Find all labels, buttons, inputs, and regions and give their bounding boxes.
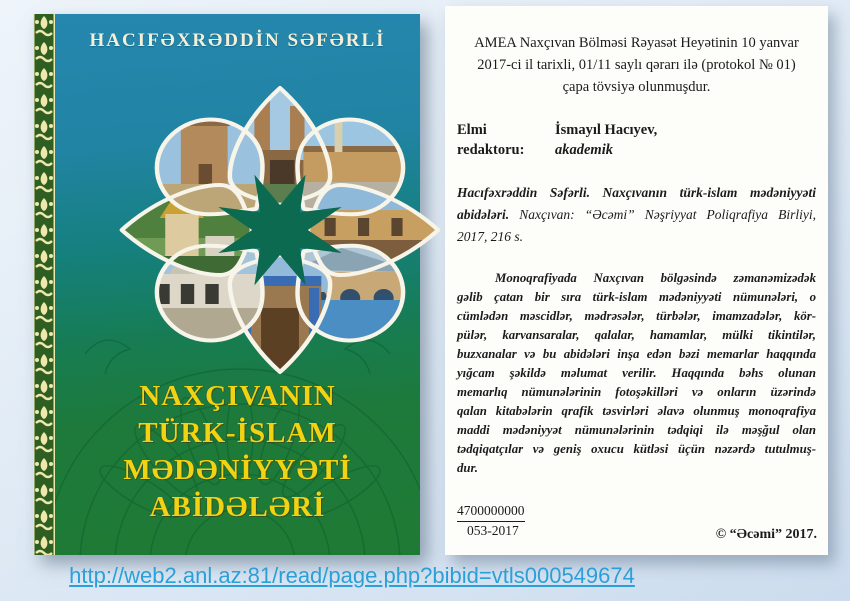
citation-line-1: Hacıfəxrəddin Səfərli. Naxçıvanın türk-islam mədəniyyəti bbox=[457, 185, 816, 200]
editor-name: İsmayıl Hacıyev, bbox=[555, 122, 658, 138]
book-citation bbox=[457, 182, 816, 248]
index-year: 053-2017 bbox=[467, 523, 519, 538]
editor-name-block bbox=[555, 120, 657, 160]
cover-title: NAXÇIVANIN TÜRK-İSLAM MƏDƏNİYYƏTİ ABİDƏLƏRİ bbox=[123, 380, 352, 523]
index-number: 4700000000 bbox=[457, 502, 525, 522]
cover-border-ornament bbox=[33, 14, 55, 555]
source-link[interactable]: http://web2.anl.az:81/read/page.php?bibid=vtls000549674 bbox=[69, 563, 635, 588]
book-cover-image bbox=[33, 14, 420, 555]
editor-title: akademik bbox=[555, 142, 613, 158]
author-name: HACIFƏXRƏDDİN SƏFƏRLİ bbox=[89, 30, 386, 51]
citation-line-2 bbox=[457, 204, 816, 226]
title-page bbox=[445, 6, 828, 555]
copyright-notice: © “Əcəmi” 2017. bbox=[715, 527, 817, 542]
citation-line-3: 2017, 216 s. bbox=[457, 229, 524, 244]
abstract-paragraph: Monoqrafiyada Naxçıvan bölgəsində zəmanəmizədək gəlib çatan bir sıra türk-islam mədəniyyəti nümunələri, o cümlədən məscidlər, mədrəsələr, türbələr, imamzadələr, kör- pülər, karvansaralar, qalalar, hamamlar, mülki tikintilər, buzxanalar və bu abidələri inşa edən bəzi memarlar haqqında yığcam şəkildə məlumat verilir. Haqqında bəhs olunan memarlıq nümunələrinin fotoşəkilləri və onların üzərində qalan kitabələrin qrafik təsvirləri əlavə olunmuş monoqrafiya maddi mədəniyyət nümunələrinin tədqiqi ilə məşğul olan tədqiqatçılar və geniş oxucu kütləsi üçün nəzərdə tutulmuş- dur. bbox=[457, 271, 816, 475]
citation-title-end: abidələri. bbox=[457, 207, 510, 222]
citation-publisher: Naxçıvan: “Əcəmi” Nəşriyyat Poliqrafiya Birliyi, bbox=[509, 207, 816, 222]
approval-note: AMEA Naxçıvan Bölməsi Rəyasət Heyətinin 10 yanvar 2017-ci il tarixli, 01/11 saylı qərarı ilə (protokol № 01) çapa tövsiyə olunmuşdur. bbox=[474, 35, 799, 95]
source-link-caption bbox=[0, 563, 704, 589]
editor-block bbox=[457, 120, 816, 160]
editor-label: Elmi redaktoru: bbox=[457, 122, 525, 158]
monuments-photo-collage bbox=[85, 78, 475, 382]
